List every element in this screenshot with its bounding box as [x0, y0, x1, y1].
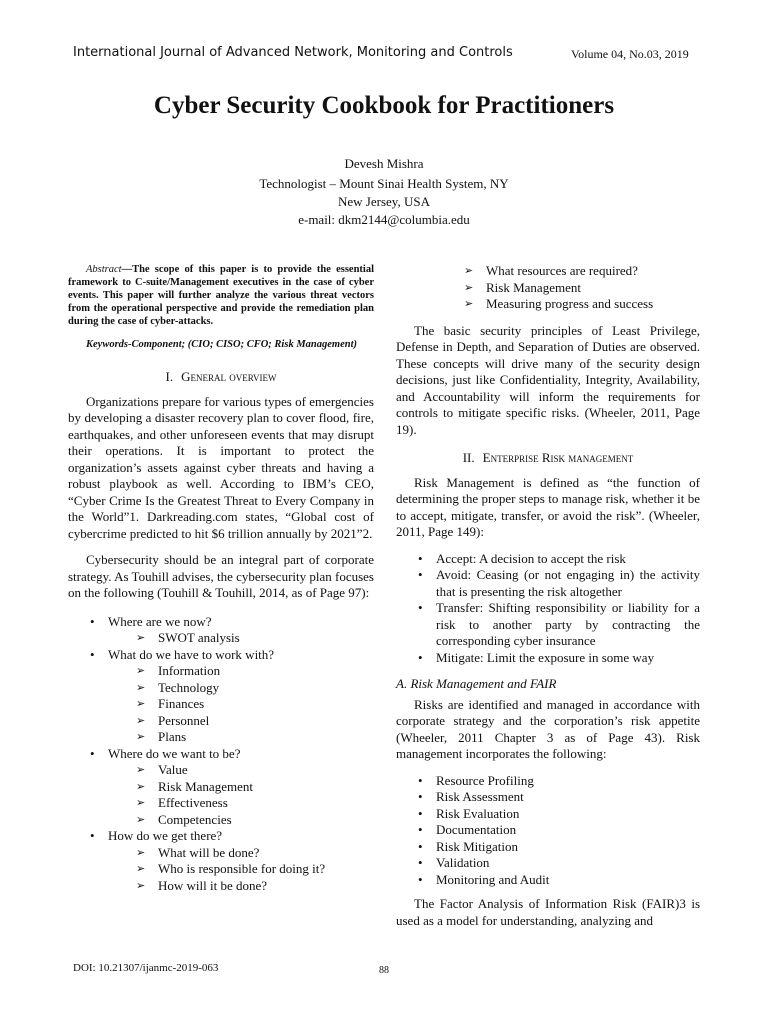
continued-arrow-list — [396, 263, 700, 313]
list-item: • Resource Profiling — [418, 772, 534, 788]
list-item: ➢ What resources are required? — [464, 263, 638, 278]
section-2-heading — [396, 450, 700, 467]
bullet-icon: • — [90, 646, 95, 662]
list-item: • Risk Assessment — [418, 789, 524, 804]
bullet-icon: • — [418, 871, 423, 887]
list-item: ➢ Risk Management — [136, 778, 253, 794]
list-item: ➢ Risk Management — [464, 279, 581, 295]
arrow-icon: ➢ — [464, 264, 474, 277]
arrow-icon: ➢ — [136, 664, 146, 677]
abstract — [68, 263, 374, 328]
risk-management-list — [396, 773, 700, 889]
journal-name: International Journal of Advanced Network, Monitoring and Controls — [73, 45, 513, 60]
bullet-icon: • — [418, 805, 423, 821]
list-item: ➢ Technology — [136, 679, 220, 695]
bullet-icon: • — [418, 822, 423, 837]
q2-sub-list — [68, 663, 374, 746]
arrow-icon: ➢ — [136, 631, 146, 644]
list-item: • Monitoring and Audit — [418, 871, 550, 887]
q3-sub-list — [68, 762, 374, 828]
fair-intro-paragraph: Risks are identified and managed in accordance with corporate strategy and the corporation’s risk appetite (Wheeler, 2011 Chapter 3 as of Page 43). Risk management incorporates the following: — [396, 696, 700, 761]
list-item: • Risk Mitigation — [418, 838, 518, 854]
paper-title: Cyber Security Cookbook for Practitioners — [153, 92, 615, 119]
bullet-icon: • — [90, 745, 95, 761]
arrow-icon: ➢ — [136, 862, 146, 875]
list-item: • Risk Evaluation — [418, 805, 520, 821]
author-name: Devesh Mishra — [344, 156, 424, 171]
abstract-text: —The scope of this paper is to provide the essential framework to C-suite/Management executives in the case of cyber events. This paper will further analyze the various threat vectors from the operational perspective and provide the remediation plan during the case of cyber-attacks. — [68, 264, 374, 327]
subsection-a-heading: A. Risk Management and FAIR — [396, 676, 557, 691]
arrow-icon: ➢ — [136, 845, 146, 859]
list-item: • Documentation — [418, 822, 517, 837]
keywords-lead: Keywords-Component; — [86, 339, 186, 350]
list-item: ➢ Who is responsible for doing it? — [136, 861, 326, 876]
fair-paragraph: The Factor Analysis of Information Risk (FAIR)3 is used as a model for understanding, analyzing and — [396, 896, 700, 928]
arrow-icon: ➢ — [464, 297, 474, 310]
plan-question-list-2 — [68, 647, 374, 664]
arrow-icon: ➢ — [136, 680, 146, 694]
section-2-number: II. — [462, 450, 475, 465]
section-1-title: General overview — [181, 369, 277, 384]
doi[interactable]: DOI: 10.21307/ijanmc-2019-063 — [73, 962, 219, 974]
arrow-icon: ➢ — [136, 730, 146, 743]
bullet-icon: • — [418, 855, 423, 870]
plan-question-list-3 — [68, 746, 374, 763]
plan-question-list-4 — [68, 828, 374, 845]
list-item: • Validation — [418, 855, 490, 870]
arrow-icon: ➢ — [136, 812, 146, 826]
list-item: ➢ Finances — [136, 696, 205, 711]
arrow-icon: ➢ — [136, 878, 146, 892]
list-item: • Where are we now? — [90, 613, 212, 629]
bullet-icon: • — [418, 567, 423, 582]
q1-sub-list — [68, 630, 374, 647]
list-item: ➢ Information — [136, 663, 221, 678]
arrow-icon: ➢ — [136, 796, 146, 809]
plan-question-list — [68, 614, 374, 631]
bullet-icon: • — [90, 613, 95, 629]
bullet-icon: • — [418, 789, 423, 804]
list-item: • Avoid: Ceasing (or not engaging in) the activity that is presenting the risk altogether — [418, 567, 700, 599]
principles-paragraph: The basic security principles of Least Privilege, Defense in Depth, and Separation of Duties are observed. These concepts will drive many of the security design decisions, just like Confidentiality, Integrity, Availability, and Accountability will inform the requirements for controls to mitigate specific risks. (Wheeler, 2011, Page 19). — [396, 322, 700, 437]
page-number: 88 — [379, 965, 389, 976]
list-item: ➢ Value — [136, 762, 188, 777]
arrow-icon: ➢ — [136, 763, 146, 776]
bullet-icon: • — [418, 649, 423, 665]
abstract-lead: Abstract — [86, 264, 122, 275]
list-item: • Accept: A decision to accept the risk — [418, 550, 626, 566]
section-1-paragraph-2: Cybersecurity should be an integral part of corporate strategy. As Touhill advises, the cybersecurity plan focuses on the following (Touhill & Touhill, 2014, as of Page 97): — [68, 552, 374, 600]
section-1-heading — [68, 369, 374, 386]
right-column — [396, 263, 700, 929]
list-item: • Where do we want to be? — [90, 745, 241, 761]
risk-options-list — [396, 551, 700, 667]
section-1-paragraph-1: Organizations prepare for various types of emergencies by developing a disaster recovery plan to cover flood, fire, earthquakes, and other unforeseen events that may disrupt their operations. It is important to protect the organization’s assets against cyber threats and having a robust playbook as well. According to IBM’s CEO, “Cyber Crime Is the Greatest Threat to Every Company in the World”1. Darkreading.com states, “Global cost of cybercrime predicted to hit $6 trillion annually by 2021”2. — [68, 393, 374, 541]
list-item: ➢ Competencies — [136, 811, 232, 827]
arrow-icon: ➢ — [136, 779, 146, 793]
arrow-icon: ➢ — [136, 697, 146, 710]
volume-info: Volume 04, No.03, 2019 — [571, 47, 689, 61]
list-item: ➢ Personnel — [136, 712, 210, 728]
list-item: • How do we get there? — [90, 828, 223, 843]
bullet-icon: • — [418, 600, 423, 615]
keywords-text: (CIO; CISO; CFO; Risk Management) — [185, 339, 357, 350]
author-location: New Jersey, USA — [338, 194, 430, 209]
author-block — [0, 155, 768, 229]
list-item: ➢ What will be done? — [136, 844, 260, 860]
author-email[interactable]: e-mail: dkm2144@columbia.edu — [298, 212, 470, 227]
arrow-icon: ➢ — [136, 713, 146, 727]
list-item: ➢ Plans — [136, 729, 187, 744]
bullet-icon: • — [418, 550, 423, 566]
list-item: ➢ Measuring progress and success — [464, 296, 654, 311]
list-item: ➢ Effectiveness — [136, 795, 228, 810]
bullet-icon: • — [90, 828, 95, 843]
risk-definition-paragraph: Risk Management is defined as “the function of determining the proper steps to manage risk, whether it be to accept, mitigate, transfer, or avoid the risk”. (Wheeler, 2011, Page 149): — [396, 474, 700, 539]
section-1-number: I. — [165, 369, 174, 384]
author-affiliation: Technologist – Mount Sinai Health System, NY — [259, 176, 509, 191]
arrow-icon: ➢ — [464, 280, 474, 294]
q4-sub-list — [68, 845, 374, 895]
left-column — [68, 263, 374, 894]
list-item: ➢ How will it be done? — [136, 877, 268, 893]
section-2-title: Enterprise Risk management — [482, 450, 634, 465]
list-item: • Mitigate: Limit the exposure in some way — [418, 649, 655, 665]
list-item: ➢ SWOT analysis — [136, 630, 240, 645]
bullet-icon: • — [418, 772, 423, 788]
list-item: • What do we have to work with? — [90, 646, 275, 662]
list-item: • Transfer: Shifting responsibility or liability for a risk to another party by contracting the corresponding cyber insurance — [418, 600, 700, 648]
bullet-icon: • — [418, 838, 423, 854]
keywords — [68, 338, 374, 351]
